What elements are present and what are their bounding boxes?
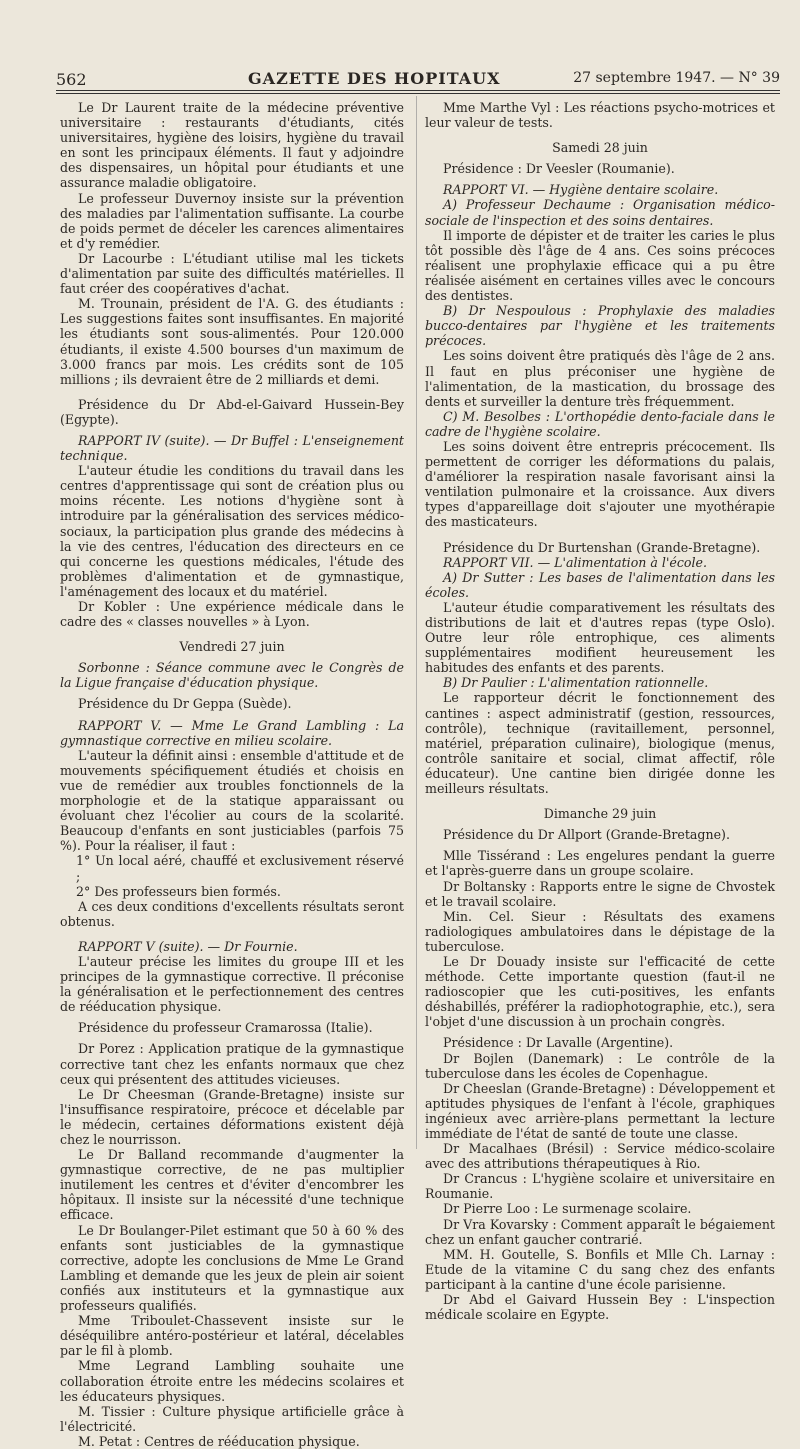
paragraph: Dr Cheeslan (Grande-Bretagne) : Développement et aptitudes physiques de l'enfant à l'école, graphiques ingénieux avec arrière-plans permettant la lecture immédiate de l'état de santé de toute une classe. <box>425 1080 775 1141</box>
paragraph: L'auteur précise les limites du groupe III et les principes de la gymnastique corrective. Il préconise la généralisation et le perfectionnement des centres de rééducation physique. <box>60 953 404 1015</box>
paragraph: Il importe de dépister et de traiter les caries le plus tôt possible dès l'âge de 4 ans. Ces soins précoces réalisent une prophylaxie efficace qui a pu être réalisée aisément en certaines villes avec le concours des dentistes. <box>425 227 775 304</box>
paragraph: Mme Legrand Lambling souhaite une collaboration étroite entre les médecins scolaires et les éducateurs physiques. <box>60 1358 404 1404</box>
day-heading: Vendredi 27 juin <box>179 639 285 655</box>
paragraph: Le Dr Boulanger-Pilet estimant que 50 à 60 % des enfants sont justiciables de la gymnastique corrective, adopte les conclusions de Mme Le Grand Lambling et demande que les jeux de plein air soient confiés aux instituteurs et la gymnastique aux professeurs qualifiés. <box>60 1222 404 1314</box>
paragraph: M. Trounain, président de l'A. G. des étudiants : Les suggestions faites sont insuffisantes. En majorité les étudiants sont sous-alimentés. Pour 120.000 étudiants, il existe 4.500 bourses d'un maximum de 3.000 francs par mois. Les crédits sont de 105 millions ; ils devraient être de 2 milliards et demi. <box>60 296 404 387</box>
right-column <box>425 100 775 1322</box>
sub-report: A) Professeur Dechaume : Organisation médico-sociale de l'inspection et des soins dentaires. <box>425 197 775 228</box>
report-heading: RAPPORT IV (suite). — Dr Buffel : L'enseignement technique. <box>60 432 404 464</box>
sub-report: C) M. Besolbes : L'orthopédie dento-faciale dans le cadre de l'hygiène scolaire. <box>425 408 775 439</box>
sub-report: B) Dr Nespoulous : Prophylaxie des maladies bucco-dentaires par l'hygiène et les traitements précoces. <box>425 303 775 349</box>
header-rule <box>56 90 780 91</box>
session-chair: Présidence du professeur Cramarossa (Italie). <box>78 1020 373 1036</box>
paragraph: L'auteur étudie les conditions du travail dans les centres d'apprentissage qui sont de création plus ou moins récente. Les notions d'hygiène sont à introduire par la généralisation des services médico-sociaux, la participation plus grande des médecins à la vie des centres, l'éducation des directeurs en ce qui concerne les questions médicales, l'étude des problèmes d'alimentation et de gymnastique, l'aménagement des locaux et du matériel. <box>60 463 404 599</box>
report-heading: RAPPORT VI. — Hygiène dentaire scolaire. <box>443 182 719 198</box>
report-heading: RAPPORT VII. — L'alimentation à l'école. <box>443 554 707 570</box>
paragraph: Dr Bojlen (Danemark) : Le contrôle de la tuberculose dans les écoles de Copenhague. <box>425 1050 775 1081</box>
paragraph: Mme Marthe Vyl : Les réactions psycho-motrices et leur valeur de tests. <box>425 100 775 131</box>
paragraph: Le Dr Balland recommande d'augmenter la gymnastique corrective, de ne pas multiplier inutilement les centres et d'éviter d'encombrer les hôpitaux. Il insiste sur la nécessité d'une technique efficace. <box>60 1147 404 1223</box>
page-header <box>56 70 780 90</box>
paragraph: Le professeur Duvernoy insiste sur la prévention des maladies par l'alimentation suffisante. La courbe de poids permet de déceler les carences alimentaires et d'y remédier. <box>60 190 404 251</box>
paragraph: Le Dr Cheesman (Grande-Bretagne) insiste sur l'insuffisance respiratoire, précoce et décelable par le médecin, certaines déformations existent déjà chez le nourrisson. <box>60 1086 404 1147</box>
header-rule-double <box>56 93 780 94</box>
paragraph: Dr Pierre Loo : Le surmenage scolaire. <box>443 1201 692 1217</box>
paragraph: Dr Vra Kovarsky : Comment apparaît le bégaiement chez un enfant gaucher contrarié. <box>425 1216 775 1247</box>
paragraph: Le Dr Douady insiste sur l'efficacité de cette méthode. Cette importante question (faut-il ne radioscopier que les cuti-positives, les enfants déshabillés, préférer la radiophotographie, etc.), sera l'objet d'une discussion à un prochain congrès. <box>425 953 775 1030</box>
session-chair: Présidence du Dr Burtenshan (Grande-Bretagne). <box>443 539 761 555</box>
page-number: 562 <box>56 70 87 89</box>
day-heading: Dimanche 29 juin <box>543 806 657 822</box>
day-heading: Samedi 28 juin <box>552 140 648 156</box>
paragraph: Mme Triboulet-Chassevent insiste sur le déséquilibre antéro-postérieur et latéral, décelables par le fil à plomb. <box>60 1313 404 1359</box>
paragraph: Dr Crancus : L'hygiène scolaire et universitaire en Roumanie. <box>425 1171 775 1202</box>
session-chair: Présidence du Dr Abd-el-Gaivard Hussein-Bey (Egypte). <box>60 396 404 427</box>
paragraph: Dr Porez : Application pratique de la gymnastique corrective tant chez les enfants normaux que chez ceux qui présentent des attitudes vicieuses. <box>60 1041 404 1087</box>
left-column <box>60 100 404 1449</box>
paragraph: L'auteur la définit ainsi : ensemble d'attitude et de mouvements spécifiquement étudiés et choisis en vue de remédier aux troubles fonctionnels de la morphologie et de la statique apparaissant ou évoluant chez l'écolier au cours de la scolarité. Beaucoup d'enfants en sont justiciables (parfois 75 %). Pour la réaliser, il faut : <box>60 747 404 854</box>
paragraph: Dr Boltansky : Rapports entre le signe de Chvostek et le travail scolaire. <box>425 878 775 909</box>
paragraph: M. Tissier : Culture physique artificielle grâce à l'électricité. <box>60 1403 404 1434</box>
report-heading: RAPPORT V. — Mme Le Grand Lambling : La gymnastique corrective en milieu scolaire. <box>60 717 404 748</box>
paragraph: Min. Cel. Sieur : Résultats des examens radiologiques ambulatoires dans le dépistage de la tuberculose. <box>425 908 775 954</box>
paragraph: Les soins doivent être pratiqués dès l'âge de 2 ans. Il faut en plus préconiser une hygiène de l'alimentation, de la mastication, du brossage des dents et surveiller la denture très fréquemment. <box>425 348 775 409</box>
paragraph: Les soins doivent être entrepris précocement. Ils permettent de corriger les déformations du palais, d'améliorer la respiration nasale favorisant ainsi la ventilation pulmonaire et la croissance. Aux divers types d'appareillage doit s'ajouter une myothérapie des masticateurs. <box>425 438 775 530</box>
sub-report: B) Dr Paulier : L'alimentation rationnelle. <box>443 675 709 691</box>
report-heading: RAPPORT V (suite). — Dr Fournie. <box>78 938 298 954</box>
list-item: 1° Un local aéré, chauffé et exclusivement réservé ; <box>76 853 404 884</box>
paragraph: Mlle Tissérand : Les engelures pendant la guerre et l'après-guerre dans un groupe scolaire. <box>425 848 775 879</box>
paragraph: Dr Lacourbe : L'étudiant utilise mal les tickets d'alimentation par suite des difficultés matérielles. Il faut créer des coopératives d'achat. <box>60 250 404 297</box>
session-venue: Sorbonne : Séance commune avec le Congrès de la Ligue française d'éducation physique. <box>60 660 404 691</box>
paragraph: MM. H. Goutelle, S. Bonfils et Mlle Ch. Larnay : Etude de la vitamine C du sang chez des enfants participant à la cantine d'une école parisienne. <box>425 1246 775 1292</box>
session-chair: Présidence : Dr Lavalle (Argentine). <box>443 1035 674 1051</box>
paragraph: Le rapporteur décrit le fonctionnement des cantines : aspect administratif (gestion, ressources, contrôle), technique (ravitaillement, personnel, matériel, préparation culinaire), biologique (menus, contrôle sanitaire et social, climat affectif, rôle éducateur). Une cantine bien dirigée donne les meilleurs résultats. <box>425 690 775 797</box>
paragraph: Le Dr Laurent traite de la médecine préventive universitaire : restaurants d'étudiants, cités universitaires, hygiène des loisirs, hygiène du travail en sont les principaux éléments. Il faut y adjoindre des dispensaires, un hôpital pour étudiants et une assurance maladie obligatoire. <box>60 100 404 191</box>
paragraph: M. Petat : Centres de rééducation physique. <box>78 1433 360 1449</box>
paragraph: Dr Abd el Gaivard Hussein Bey : L'inspection médicale scolaire en Egypte. <box>425 1292 775 1323</box>
session-chair: Présidence du Dr Geppa (Suède). <box>78 696 292 712</box>
list-item: 2° Des professeurs bien formés. <box>76 883 281 899</box>
journal-title: GAZETTE DES HOPITAUX <box>248 69 501 88</box>
paragraph: A ces deux conditions d'excellents résultats seront obtenus. <box>60 898 404 929</box>
paragraph: L'auteur étudie comparativement les résultats des distributions de lait et d'autres repas (type Oslo). Outre leur rôle entrophique, ces aliments supplémentaires modifient heureusement les habitudes des enfants et des parents. <box>425 599 775 676</box>
issue-date: 27 septembre 1947. — N° 39 <box>573 70 780 86</box>
paragraph: Dr Kobler : Une expérience médicale dans le cadre des « classes nouvelles » à Lyon. <box>60 599 404 630</box>
sub-report: A) Dr Sutter : Les bases de l'alimentation dans les écoles. <box>425 569 775 600</box>
session-chair: Présidence du Dr Allport (Grande-Bretagne). <box>443 827 730 843</box>
session-chair: Présidence : Dr Veesler (Roumanie). <box>443 161 675 177</box>
paragraph: Dr Macalhaes (Brésil) : Service médico-scolaire avec des attributions thérapeutiques à Rio. <box>425 1141 775 1172</box>
column-divider <box>416 96 417 1149</box>
